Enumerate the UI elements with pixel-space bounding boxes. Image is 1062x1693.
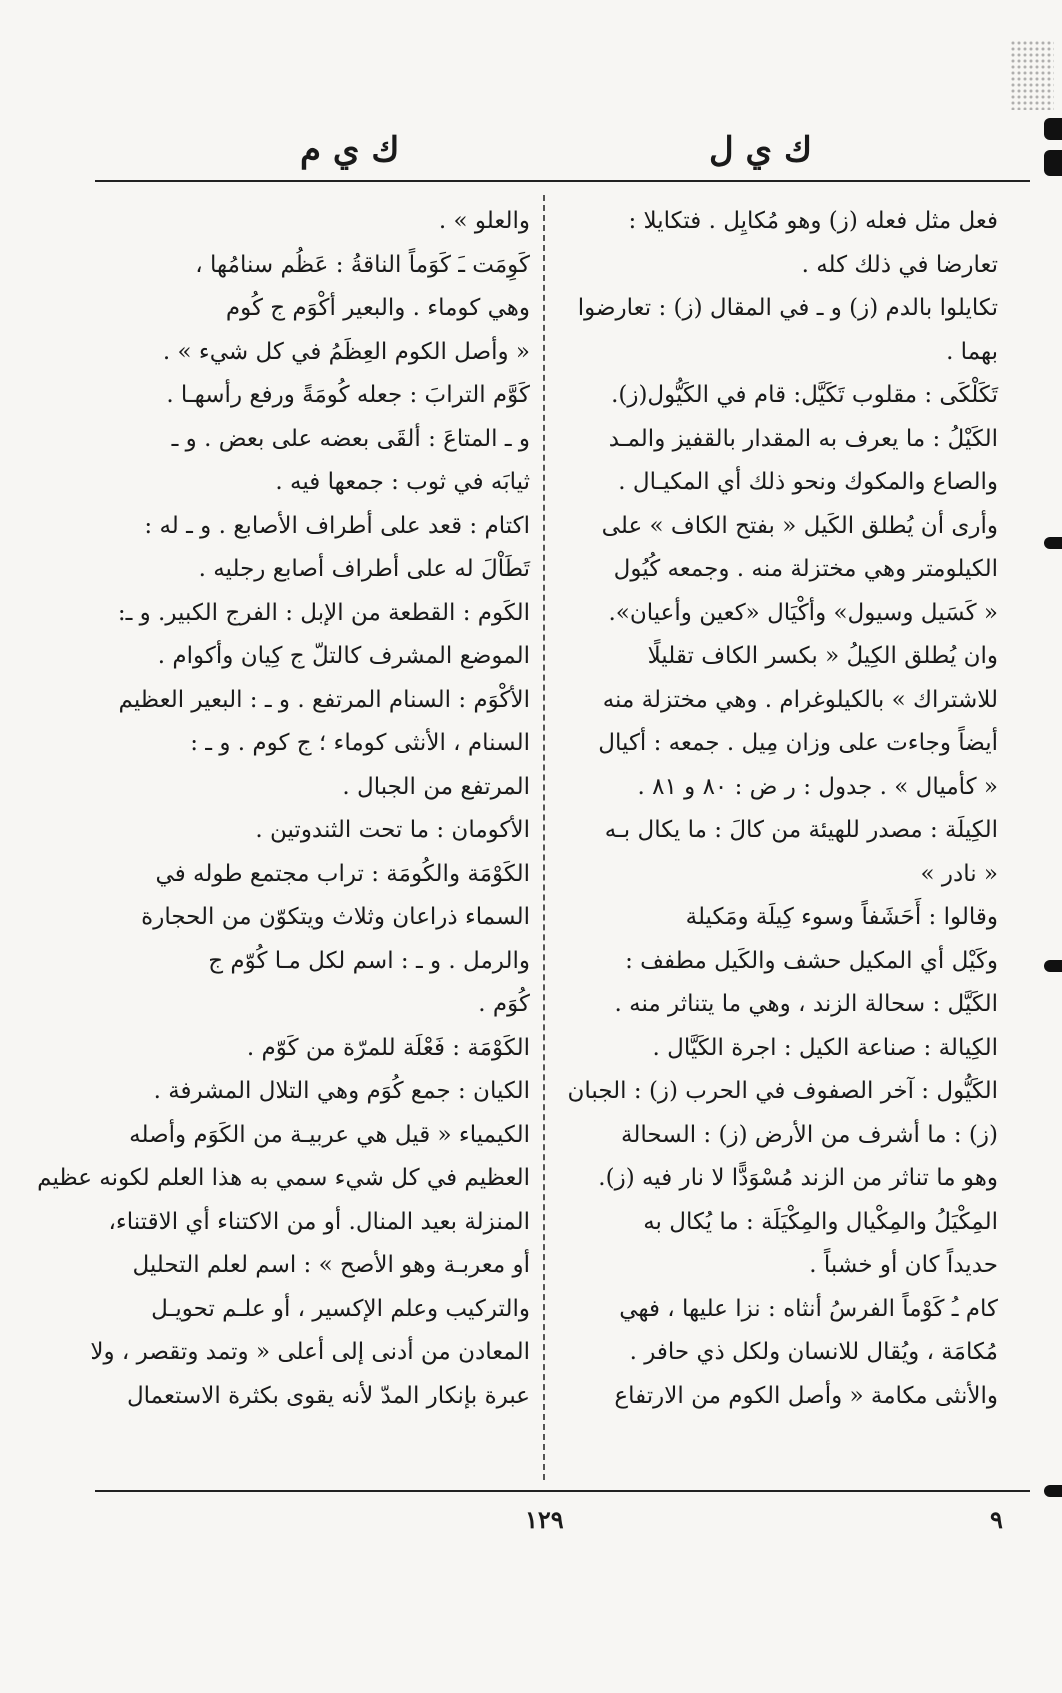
entry-line: « كَسَيل وسيول» وأكْيَال «كعين وأعيان». [608,599,998,626]
entry-line: وهي كوماء . والبعير أكْوَم ج كُوم [225,295,530,321]
entry-line: والعلو » . [438,208,530,234]
entry-line: الكيمياء « قيل هي عربيـة من الكَوَم وأصله [129,1121,530,1148]
entry-line: للاشتراك » بالكيلوغرام . وهي مختزلة منه [602,686,998,713]
entry-line: « وأصل الكوم العِظَمُ في كل شيء » . [162,338,530,365]
column-divider [543,195,545,1480]
entry-line: الكَيْلُ : ما يعرف به المقدار بالقفيز والمـد [608,425,998,452]
footer-rule [95,1490,1030,1492]
entry-line: (ز) : ما أشرف من الأرض (ز) : السحالة [621,1121,998,1148]
entry-line: كَوَّم الترابَ : جعله كُومَةً ورفع رأسهـا . [166,382,530,408]
entry-line: الكيان : جمع كُوَم وهي التلال المشرفة . [153,1078,530,1104]
right-header-root: ك ي ل [708,130,812,170]
entry-line: المرتفع من الجبال . [342,773,530,800]
entry-line: المنزلة بعيد المنال. أو من الاكتناء أي الاقتناء، [108,1208,530,1235]
entry-line: وكَيْل أي المكيل حشف والكَيل مطفف : [625,947,998,974]
entry-line: كُوَم . [478,991,530,1017]
left-header-root: ك ي م [300,130,400,170]
entry-line: والصاع والمكوك ونحو ذلك أي المكيـال . [618,469,998,495]
entry-line: وأرى أن يُطلق الكَيل « بفتح الكاف » على [601,512,998,539]
entry-line: تَكَلْكَى : مقلوب تَكَيَّل: قام في الكَيُّول(ز). [611,382,998,408]
entry-line: الكَوْمَة : فَعْلَة للمرّة من كَوّم . [246,1034,530,1061]
entry-line: وان يُطلق الكِيلُ « بكسر الكاف تقليلًا [647,643,998,669]
entry-line: « نادر » [920,860,998,887]
entry-line: أو معربـة وهو الأصح » : اسم لعلم التحليل [132,1252,530,1278]
entry-line: والتركيب وعلم الإكسير ، أو علـم تحويـل [151,1295,530,1322]
entry-line: الأكْوَم : السنام المرتفع . و ـ : البعير العظيم [118,686,530,713]
edge-tab-mark [1044,118,1062,140]
edge-tab-mark [1044,150,1062,176]
entry-line: والرمل . و ـ : اسم لكل مـا كُوّم ج [208,947,530,974]
entry-line: الكَوم : القطعة من الإبل : الفرج الكبير. و ـ: [117,599,530,626]
entry-line: وقالوا : أَحَشَفاً وسوء كِيلَة ومَكيلة [685,904,998,930]
scan-speckle [1010,40,1054,110]
entry-line: بهما . [946,338,998,365]
entry-line: كَوِمَت ـَ كَوَماً الناقةُ : عَظُم سنامُها ، [195,251,530,278]
entry-line: مُكامَة ، ويُقال للانسان ولكل ذي حافر . [629,1339,998,1365]
entry-line: « كأميال » . جدول : ر ض : ٨٠ و ٨١ . [637,773,998,800]
page-number: ١٢٩ [525,1505,564,1534]
entry-line: فعل مثل فعله (ز) وهو مُكايِل . فتكايلا : [628,208,998,234]
entry-line: الكيلومتر وهي مختزلة منه . وجمعه كُيُول [613,556,998,582]
entry-line: عبرة بإنكار المدّ لأنه يقوى بكثرة الاستعمال [126,1382,530,1409]
entry-line: الكَوْمَة والكُومَة : تراب مجتمع طوله في [155,860,530,887]
header-rule [95,180,1030,182]
entry-line: السماء ذراعان وثلاث ويتكوّن من الحجارة [141,904,530,930]
entry-line: العظيم في كل شيء سمي به هذا العلم لكونه عظيم [37,1165,530,1191]
entry-line: أيضاً وجاءت على وزان مِيل . جمعه : أكيال [598,730,998,756]
edge-tab-mark [1044,1485,1062,1497]
entry-line: الكِيالة : صناعة الكيل : اجرة الكَيَّال . [652,1034,998,1061]
entry-line: اكتام : قعد على أطراف الأصابع . و ـ له : [144,512,530,539]
entry-line: الكَيَّل : سحالة الزند ، وهي ما يتناثر منه . [614,991,998,1017]
entry-line: و ـ المتاعَ : ألقَى بعضه على بعض . و ـ [171,425,530,452]
edge-tab-mark [1044,537,1062,549]
entry-line: وهو ما تناثر من الزند مُسْوَدًّا لا نار فيه (ز). [598,1165,998,1191]
right-column [558,200,998,1418]
signature-mark: ٩ [990,1505,1003,1534]
entry-line: المِكْيَلُ والمِكْيال والمِكْيَلَة : ما يُكال به [643,1208,998,1235]
entry-line: تَطَاْلَ له على أطراف أصابع رجليه . [198,556,530,582]
entry-line: حديداً كان أو خشباً . [809,1252,998,1278]
entry-line: الأكومان : ما تحت الثندوتين . [255,817,530,843]
entry-line: الكَيُّول : آخر الصفوف في الحرب (ز) : الجبان [567,1078,998,1104]
entry-line: والأنثى مكامة « وأصل الكوم من الارتفاع [614,1382,998,1409]
entry-line: المعادن من أدنى إلى أعلى « وتمد وتقصر ، ولا [90,1339,530,1365]
entry-line: تكايلوا بالدم (ز) و ـ في المقال (ز) : تعارضوا [577,295,998,321]
entry-line: الكِيلَة : مصدر للهيئة من كالَ : ما يكال بـه [604,817,998,843]
entry-line: تعارضا في ذلك كله . [801,251,998,278]
edge-tab-mark [1044,960,1062,972]
entry-line: الموضع المشرف كالتلّ ج كِيان وأكوام . [157,643,530,669]
entry-line: ثيابَه في ثوب : جمعها فيه . [275,469,530,495]
entry-line: السنام ، الأنثى كوماء ؛ ج كوم . و ـ : [190,730,530,756]
left-column [37,200,530,1418]
entry-line: كام ـُ كَوْماً الفرسُ أنثاه : نزا عليها ، فهي [619,1295,998,1322]
